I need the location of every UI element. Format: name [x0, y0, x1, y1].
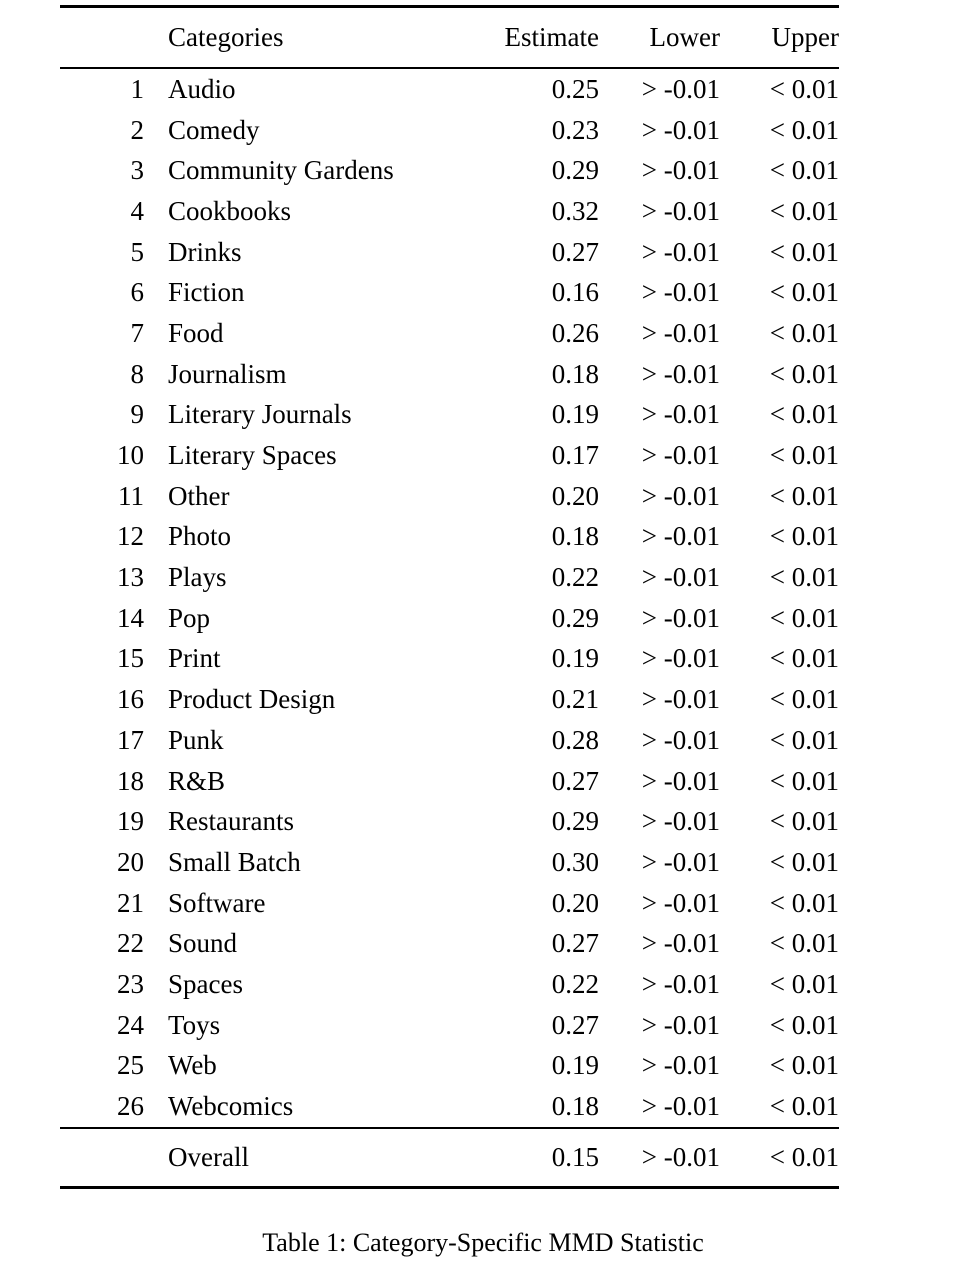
cell-upper: < 0.01 — [769, 521, 839, 552]
table-row — [60, 883, 839, 924]
table-row — [60, 761, 839, 802]
cell-index: 23 — [117, 968, 144, 999]
cell-index: 16 — [117, 684, 144, 715]
cell-lower: > -0.01 — [641, 684, 720, 715]
cell-estimate: 0.29 — [551, 602, 599, 633]
cell-lower: > -0.01 — [641, 195, 720, 226]
table-row — [60, 476, 839, 517]
cell-upper: < 0.01 — [769, 236, 839, 267]
cell-upper: < 0.01 — [769, 1091, 839, 1122]
table-row — [60, 272, 839, 313]
cell-upper: < 0.01 — [769, 195, 839, 226]
cell-upper: < 0.01 — [769, 1141, 839, 1172]
cell-estimate: 0.18 — [551, 1091, 599, 1122]
cell-category: Audio — [168, 73, 236, 104]
cell-lower: > -0.01 — [641, 399, 720, 430]
table-row — [60, 354, 839, 395]
bottom-rule — [60, 1187, 839, 1189]
bottom-rule-line — [60, 1187, 839, 1189]
cell-upper: < 0.01 — [769, 724, 839, 755]
cell-upper: < 0.01 — [769, 562, 839, 593]
cell-estimate: 0.20 — [551, 480, 599, 511]
table-row — [60, 598, 839, 639]
cell-lower: > -0.01 — [641, 1091, 720, 1122]
cell-lower: > -0.01 — [641, 968, 720, 999]
cell-upper: < 0.01 — [769, 440, 839, 471]
cell-category: Drinks — [168, 236, 242, 267]
cell-lower: > -0.01 — [641, 480, 720, 511]
cell-index: 11 — [118, 480, 144, 511]
cell-index: 1 — [130, 73, 144, 104]
cell-category: Software — [168, 887, 266, 918]
cell-index: 13 — [117, 562, 144, 593]
cell-category: Journalism — [168, 358, 287, 389]
cell-estimate: 0.29 — [551, 806, 599, 837]
cell-index: 17 — [117, 724, 144, 755]
table-row — [60, 923, 839, 964]
table-row — [60, 150, 839, 191]
cell-category: Plays — [168, 562, 227, 593]
cell-lower: > -0.01 — [641, 846, 720, 877]
cell-upper: < 0.01 — [769, 399, 839, 430]
cell-upper: < 0.01 — [769, 73, 839, 104]
table-row — [60, 435, 839, 476]
cell-estimate: 0.27 — [551, 1009, 599, 1040]
cell-estimate: 0.20 — [551, 887, 599, 918]
cell-lower: > -0.01 — [641, 887, 720, 918]
cell-estimate: 0.30 — [551, 846, 599, 877]
cell-upper: < 0.01 — [769, 1009, 839, 1040]
cell-upper: < 0.01 — [769, 155, 839, 186]
cell-lower: > -0.01 — [641, 358, 720, 389]
cell-estimate: 0.27 — [551, 765, 599, 796]
header-row — [60, 8, 839, 68]
table-row — [60, 1086, 839, 1128]
cell-estimate: 0.15 — [551, 1141, 599, 1172]
cell-category: R&B — [168, 765, 226, 796]
cell-upper: < 0.01 — [769, 358, 839, 389]
column-header-upper: Upper — [771, 22, 839, 52]
cell-index: 26 — [117, 1091, 144, 1122]
cell-category: Toys — [168, 1009, 221, 1040]
cell-estimate: 0.27 — [551, 236, 599, 267]
cell-index: 7 — [130, 317, 144, 348]
cell-estimate: 0.23 — [551, 114, 599, 145]
cell-lower: > -0.01 — [641, 440, 720, 471]
cell-category: Restaurants — [168, 806, 294, 837]
table-header — [60, 7, 839, 70]
cell-index: 6 — [130, 277, 144, 308]
cell-lower: > -0.01 — [641, 521, 720, 552]
table-row — [60, 110, 839, 151]
cell-lower: > -0.01 — [641, 806, 720, 837]
table-row — [60, 191, 839, 232]
cell-index: 2 — [130, 114, 144, 145]
cell-estimate: 0.32 — [551, 195, 599, 226]
cell-index: 15 — [117, 643, 144, 674]
cell-lower: > -0.01 — [641, 1050, 720, 1081]
cell-lower: > -0.01 — [641, 602, 720, 633]
cell-category: Fiction — [168, 277, 245, 308]
cell-index: 18 — [117, 765, 144, 796]
cell-upper: < 0.01 — [769, 887, 839, 918]
cell-upper: < 0.01 — [769, 1050, 839, 1081]
cell-lower: > -0.01 — [641, 1141, 720, 1172]
cell-lower: > -0.01 — [641, 765, 720, 796]
cell-category: Webcomics — [168, 1091, 294, 1122]
cell-category: Other — [168, 480, 230, 511]
cell-upper: < 0.01 — [769, 806, 839, 837]
table-row — [60, 69, 839, 110]
cell-category: Food — [168, 317, 224, 348]
cell-category: Comedy — [168, 114, 260, 145]
cell-upper: < 0.01 — [769, 480, 839, 511]
table-row — [60, 679, 839, 720]
cell-upper: < 0.01 — [769, 684, 839, 715]
cell-index: 9 — [130, 399, 144, 430]
cell-lower: > -0.01 — [641, 236, 720, 267]
cell-category: Small Batch — [168, 846, 301, 877]
cell-lower: > -0.01 — [641, 643, 720, 674]
cell-estimate: 0.18 — [551, 358, 599, 389]
cell-upper: < 0.01 — [769, 643, 839, 674]
cell-index: 5 — [130, 236, 144, 267]
cell-upper: < 0.01 — [769, 928, 839, 959]
cell-category: Punk — [168, 724, 224, 755]
cell-lower: > -0.01 — [641, 1009, 720, 1040]
table-row — [60, 557, 839, 598]
cell-upper: < 0.01 — [769, 114, 839, 145]
column-header-categories: Categories — [168, 22, 284, 52]
table-container — [60, 5, 839, 1189]
cell-upper: < 0.01 — [769, 602, 839, 633]
cell-lower: > -0.01 — [641, 562, 720, 593]
cell-index: 3 — [130, 155, 144, 186]
column-header-estimate: Estimate — [504, 22, 599, 52]
cell-category: Pop — [168, 602, 211, 633]
cell-estimate: 0.16 — [551, 277, 599, 308]
cell-estimate: 0.22 — [551, 562, 599, 593]
cell-category: Literary Spaces — [168, 440, 337, 471]
category-mmd-table — [60, 5, 839, 1189]
table-row — [60, 395, 839, 436]
cell-index: 22 — [117, 928, 144, 959]
cell-index: 8 — [130, 358, 144, 389]
cell-category: Web — [168, 1050, 217, 1081]
cell-lower: > -0.01 — [641, 114, 720, 145]
cell-estimate: 0.29 — [551, 155, 599, 186]
table-row — [60, 801, 839, 842]
cell-upper: < 0.01 — [769, 846, 839, 877]
table-row — [60, 964, 839, 1005]
table-body — [60, 69, 839, 1189]
cell-estimate: 0.17 — [551, 440, 599, 471]
cell-lower: > -0.01 — [641, 928, 720, 959]
cell-index: 20 — [117, 846, 144, 877]
summary-row-overall — [60, 1129, 839, 1188]
cell-index: 14 — [117, 602, 144, 633]
cell-index: 19 — [117, 806, 144, 837]
cell-index: 21 — [117, 887, 144, 918]
table-row — [60, 1005, 839, 1046]
cell-category: Literary Journals — [168, 399, 352, 430]
cell-estimate: 0.27 — [551, 928, 599, 959]
cell-category: Spaces — [168, 968, 243, 999]
cell-estimate: 0.22 — [551, 968, 599, 999]
cell-upper: < 0.01 — [769, 317, 839, 348]
table-caption: Table 1: Category-Specific MMD Statistic — [262, 1228, 704, 1257]
column-header-lower: Lower — [649, 22, 720, 52]
cell-estimate: 0.19 — [551, 399, 599, 430]
cell-index: 10 — [117, 440, 144, 471]
cell-upper: < 0.01 — [769, 968, 839, 999]
cell-estimate: 0.19 — [551, 1050, 599, 1081]
column-header-index — [60, 8, 144, 68]
cell-category: Cookbooks — [168, 195, 292, 226]
cell-index: 4 — [130, 195, 144, 226]
cell-estimate: 0.18 — [551, 521, 599, 552]
cell-lower: > -0.01 — [641, 155, 720, 186]
cell-category: Sound — [168, 928, 238, 959]
cell-lower: > -0.01 — [641, 73, 720, 104]
cell-index — [60, 1129, 144, 1188]
table-row — [60, 313, 839, 354]
table-row — [60, 1046, 839, 1087]
table-row — [60, 639, 839, 680]
cell-lower: > -0.01 — [641, 277, 720, 308]
cell-upper: < 0.01 — [769, 277, 839, 308]
cell-index: 12 — [117, 521, 144, 552]
cell-index: 24 — [117, 1009, 144, 1040]
cell-index: 25 — [117, 1050, 144, 1081]
cell-category: Print — [168, 643, 221, 674]
cell-lower: > -0.01 — [641, 317, 720, 348]
cell-category: Community Gardens — [168, 155, 394, 186]
table-row — [60, 842, 839, 883]
table-row — [60, 720, 839, 761]
cell-estimate: 0.28 — [551, 724, 599, 755]
cell-estimate: 0.21 — [551, 684, 599, 715]
cell-category: Product Design — [168, 684, 336, 715]
cell-category: Overall — [168, 1141, 249, 1172]
table-row — [60, 232, 839, 273]
cell-lower: > -0.01 — [641, 724, 720, 755]
cell-upper: < 0.01 — [769, 765, 839, 796]
cell-estimate: 0.25 — [551, 73, 599, 104]
table-row — [60, 517, 839, 558]
cell-estimate: 0.19 — [551, 643, 599, 674]
cell-category: Photo — [168, 521, 232, 552]
cell-estimate: 0.26 — [551, 317, 599, 348]
